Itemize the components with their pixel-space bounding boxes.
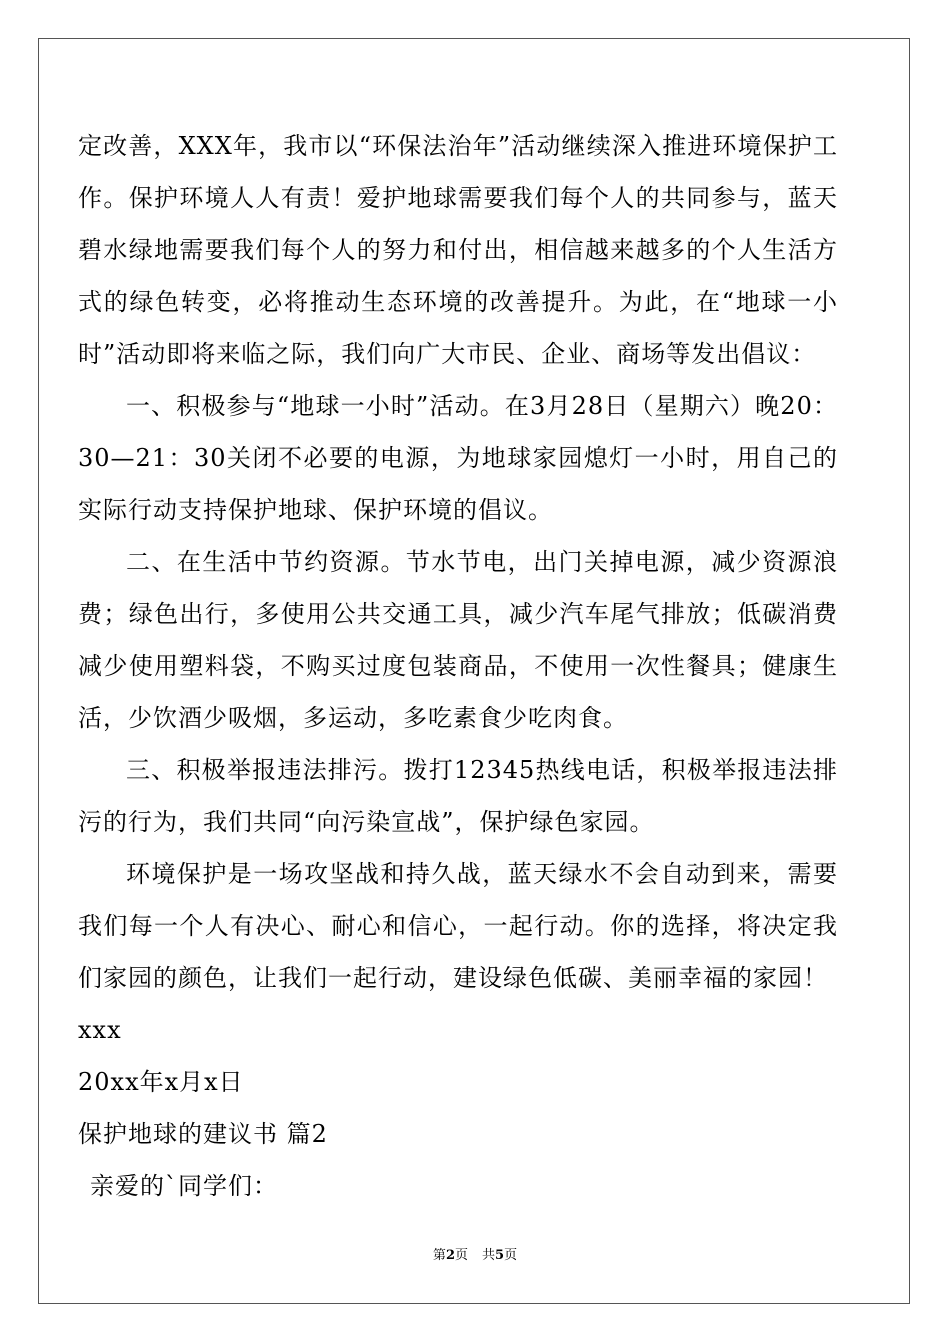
footer-total-prefix: 共: [482, 1248, 496, 1263]
paragraph-proposal-one: 一、积极参与“地球一小时”活动。在3月28日（星期六）晚20：30—21：30关闭不必要的电源，为地球家园熄灯一小时，用自己的实际行动支持保护地球、保护环境的倡议。: [78, 392, 838, 524]
section-title: 保护地球的建议书 篇2: [78, 1120, 328, 1148]
salutation: 亲爱的`同学们：: [90, 1172, 278, 1200]
paragraph-proposal-two: 二、在生活中节约资源。节水节电，出门关掉电源，减少资源浪费；绿色出行，多使用公共交通工具，减少汽车尾气排放；低碳消费减少使用塑料袋，不购买过度包装商品，不使用一次性餐具；健康生活，少饮酒少吸烟，多运动，多吃素食少吃肉食。: [78, 548, 838, 732]
paragraph-proposal-three: 三、积极举报违法排污。拨打12345热线电话，积极举报违法排污的行为，我们共同“向污染宣战”，保护绿色家园。: [78, 756, 838, 836]
signature: xxx: [78, 1016, 122, 1044]
page-footer: [0, 1248, 950, 1264]
footer-page-current: 2: [445, 1248, 455, 1263]
document-body: [78, 120, 838, 1212]
paragraph-intro-continued: 定改善，XXX年，我市以“环保法治年”活动继续深入推进环境保护工作。保护环境人人有责！爱护地球需要我们每个人的共同参与，蓝天碧水绿地需要我们每个人的努力和付出，相信越来越多的个人生活方式的绿色转变，必将推动生态环境的改善提升。为此，在“地球一小时”活动即将来临之际，我们向广大市民、企业、商场等发出倡议：: [78, 132, 838, 368]
footer-page-label: 页: [454, 1248, 468, 1263]
footer-page-prefix: 第: [432, 1248, 446, 1263]
date-line: 20xx年x月x日: [78, 1068, 244, 1096]
paragraph-conclusion: 环境保护是一场攻坚战和持久战，蓝天绿水不会自动到来，需要我们每一个人有决心、耐心和信心，一起行动。你的选择，将决定我们家园的颜色，让我们一起行动，建设绿色低碳、美丽幸福的家园！: [78, 860, 838, 992]
footer-total-suffix: 页: [504, 1248, 518, 1263]
footer-page-total: 5: [495, 1248, 505, 1263]
